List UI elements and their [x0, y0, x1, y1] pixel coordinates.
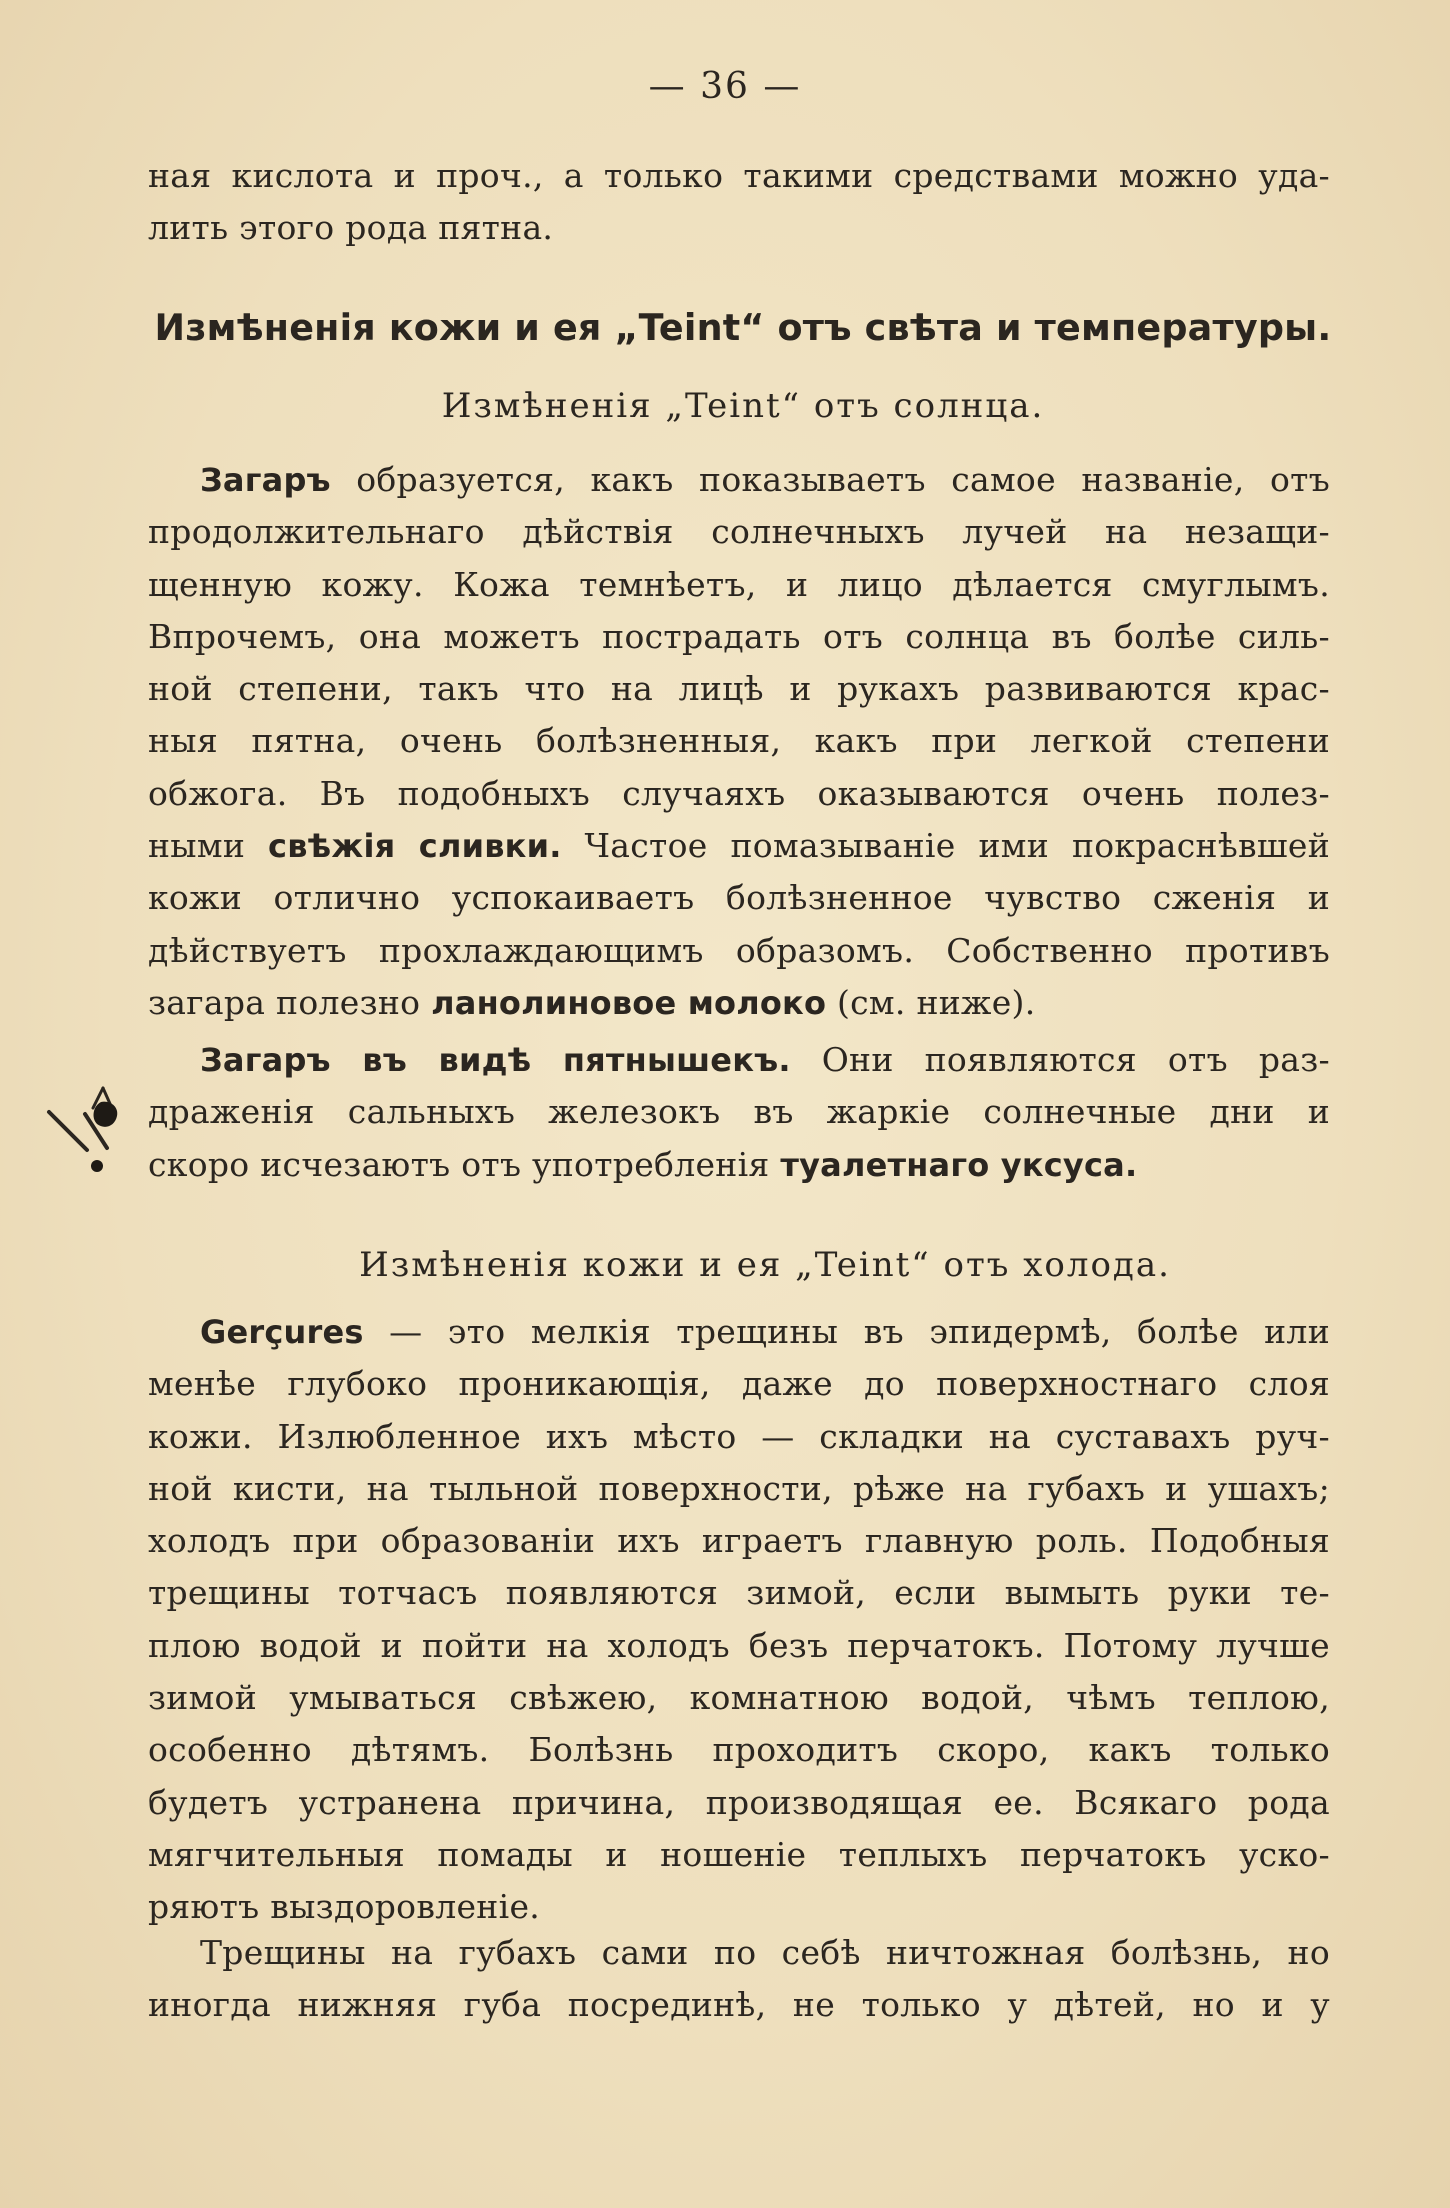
text-line: Трещины на губахъ сами по себѣ ничтожная болѣзнь, но — [200, 1933, 1330, 1972]
text-line — [148, 820, 1330, 872]
term-lanolin-milk: ланолиновое молоко — [431, 983, 827, 1022]
text-line: зимой умываться свѣжею, комнатною водой, чѣмъ теплою, — [148, 1678, 1330, 1718]
text-line: будетъ устранена причина, производящая ее. Всякаго рода — [148, 1782, 1330, 1822]
text-fragment: загара полезно — [148, 982, 432, 1022]
text-line: драженія сальныхъ железокъ въ жаркіе солнечные дни и — [148, 1092, 1330, 1132]
intro-paragraph — [148, 150, 1330, 255]
term-toilet-vinegar: туалетнаго уксуса. — [780, 1145, 1138, 1184]
text-line: Впрочемъ, она можетъ пострадать отъ солнца въ болѣе силь- — [148, 616, 1330, 656]
text-line: трещины тотчасъ появляются зимой, если вымыть руки те- — [148, 1573, 1330, 1613]
text-line: особенно дѣтямъ. Болѣзнь проходитъ скоро, какъ только — [148, 1730, 1330, 1770]
paragraph-freckles — [148, 1034, 1330, 1191]
text-line — [148, 1306, 1330, 1358]
text-line: кожи. Излюбленное ихъ мѣсто — складки на суставахъ руч- — [148, 1416, 1330, 1456]
page-number: — 36 — — [648, 66, 802, 107]
text-fragment: (см. ниже). — [826, 982, 1036, 1022]
text-line: иногда нижняя губа посрединѣ, не только у дѣтей, но и у — [148, 1985, 1330, 2025]
margin-ink-mark-icon — [45, 1076, 155, 1186]
text-line — [148, 454, 1330, 506]
term-freckles: Загаръ въ видѣ пятнышекъ. — [200, 1041, 791, 1079]
text-line: продолжительнаго дѣйствія солнечныхъ лучей на незащи- — [148, 512, 1330, 552]
text-line: ная кислота и проч., а только такими средствами можно уда- — [148, 156, 1330, 195]
text-line: менѣе глубоко проникающія, даже до поверхностнаго слоя — [148, 1364, 1330, 1404]
section-heading: Измѣненія кожи и ея „Teint“ отъ свѣта и температуры. — [154, 306, 1332, 349]
text-line: кожи отлично успокаиваетъ болѣзненное чувство сженія и — [148, 878, 1330, 918]
text-fragment: скоро исчезаютъ отъ употребленія — [148, 1144, 781, 1184]
text-line: плою водой и пойти на холодъ безъ перчатокъ. Потому лучше — [148, 1625, 1330, 1665]
text-line: мягчительныя помады и ношеніе теплыхъ перчатокъ уско- — [148, 1834, 1330, 1874]
text-line: ныя пятна, очень болѣзненныя, какъ при легкой степени — [148, 721, 1330, 761]
text-fragment: Частое помазываніе ими покраснѣвшей — [561, 826, 1330, 866]
text-line — [148, 1139, 1330, 1191]
paragraph-tan — [148, 454, 1330, 1029]
subsection-title-sun: Измѣненія „Teint“ отъ солнца. — [441, 386, 1045, 426]
term-tan: Загаръ — [200, 461, 331, 499]
text-fragment: Они появляются отъ раз- — [790, 1040, 1330, 1079]
text-line: лить этого рода пятна. — [148, 208, 554, 248]
text-line: дѣйствуетъ прохлаждающимъ образомъ. Собственно противъ — [148, 930, 1330, 970]
paragraph-gercures — [148, 1306, 1330, 1934]
text-fragment: — это мелкія трещины въ эпидермѣ, болѣе или — [363, 1312, 1330, 1351]
text-line: ной степени, такъ что на лицѣ и рукахъ развиваются крас- — [148, 669, 1330, 709]
text-fragment: ными — [148, 826, 269, 866]
text-line: холодъ при образованіи ихъ играетъ главную роль. Подобныя — [148, 1521, 1330, 1561]
text-line: обжога. Въ подобныхъ случаяхъ оказываются очень полез- — [148, 773, 1330, 813]
text-line: ной кисти, на тыльной поверхности, рѣже на губахъ и ушахъ; — [148, 1468, 1330, 1508]
text-fragment: образуется, какъ показываетъ самое названіе, отъ — [330, 460, 1330, 499]
term-gercures: Gerçures — [200, 1313, 364, 1351]
subsection-title-cold: Измѣненія кожи и ея „Teint“ отъ холода. — [359, 1245, 1171, 1285]
text-line — [148, 1034, 1330, 1086]
term-fresh-cream: свѣжія сливки. — [268, 827, 562, 866]
text-line — [148, 977, 1330, 1029]
paragraph-lip-cracks — [148, 1927, 1330, 2032]
text-line: ряютъ выздоровленіе. — [148, 1887, 541, 1927]
text-line: щенную кожу. Кожа темнѣетъ, и лицо дѣлается смуглымъ. — [148, 564, 1330, 604]
